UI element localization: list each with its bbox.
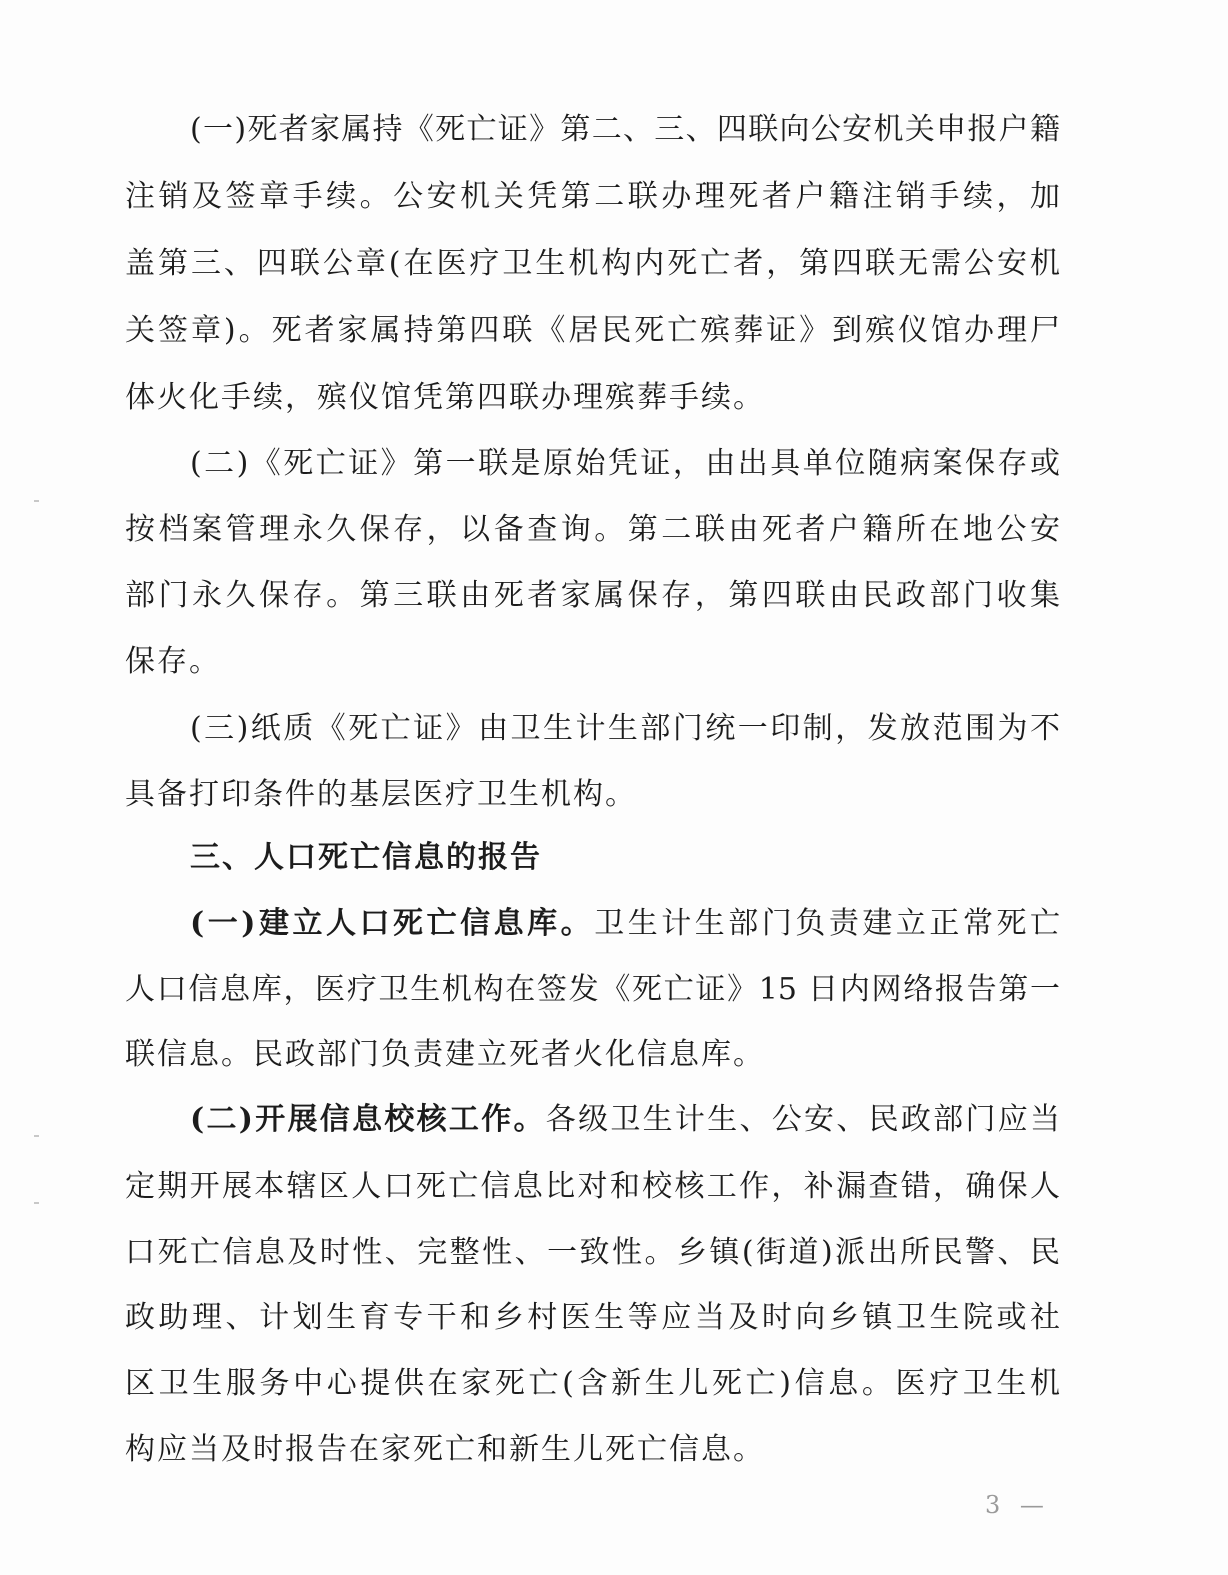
paragraph-5-line-1 [190,1098,1060,1142]
paragraph-5-lead: (二)开展信息校核工作。 [190,1102,546,1137]
scan-mark [34,1135,39,1137]
scan-mark [34,500,39,502]
paragraph-5-line-5: 区卫生服务中心提供在家死亡(含新生儿死亡)信息。医疗卫生机 [125,1366,1060,1401]
paragraph-1-line-2: 注销及签章手续。公安机关凭第二联办理死者户籍注销手续，加 [125,179,1060,214]
paragraph-1-line-1: (一)死者家属持《死亡证》第二、三、四联向公安机关申报户籍 [190,112,1060,147]
paragraph-5-line-6: 构应当及时报告在家死亡和新生儿死亡信息。 [125,1432,765,1467]
paragraph-2-line-4: 保存。 [125,644,221,679]
paragraph-4-line-2: 人口信息库，医疗卫生机构在签发《死亡证》15 日内网络报告第一 [125,972,1060,1007]
scan-mark [34,1202,39,1204]
paragraph-2-line-2: 按档案管理永久保存，以备查询。第二联由死者户籍所在地公安 [125,512,1060,547]
paragraph-4-line-1 [190,902,1060,946]
paragraph-5-line-1-text: 各级卫生计生、公安、民政部门应当 [545,1102,1060,1137]
paragraph-3-line-2: 具备打印条件的基层医疗卫生机构。 [125,777,637,812]
paragraph-1-line-4: 关签章)。死者家属持第四联《居民死亡殡葬证》到殡仪馆办理尸 [125,313,1060,348]
page-number: 3 — [985,1491,1050,1519]
paragraph-1-line-5: 体火化手续，殡仪馆凭第四联办理殡葬手续。 [125,380,765,415]
paragraph-3-line-1: (三)纸质《死亡证》由卫生计生部门统一印制，发放范围为不 [190,711,1060,746]
paragraph-5-line-2: 定期开展本辖区人口死亡信息比对和校核工作，补漏查错，确保人 [125,1169,1060,1204]
paragraph-2-line-1: (二)《死亡证》第一联是原始凭证，由出具单位随病案保存或 [190,446,1060,481]
paragraph-1-line-3: 盖第三、四联公章(在医疗卫生机构内死亡者，第四联无需公安机 [125,246,1060,281]
paragraph-4-lead: (一)建立人口死亡信息库。 [190,906,595,941]
paragraph-2-line-3: 部门永久保存。第三联由死者家属保存，第四联由民政部门收集 [125,578,1060,613]
paragraph-5-line-3: 口死亡信息及时性、完整性、一致性。乡镇(街道)派出所民警、民 [125,1235,1060,1270]
paragraph-4-line-1-text: 卫生计生部门负责建立正常死亡 [594,906,1060,941]
paragraph-4-line-3: 联信息。民政部门负责建立死者火化信息库。 [125,1037,765,1072]
section-heading: 三、人口死亡信息的报告 [190,840,542,875]
paragraph-5-line-4: 政助理、计划生育专干和乡村医生等应当及时向乡镇卫生院或社 [125,1300,1060,1335]
